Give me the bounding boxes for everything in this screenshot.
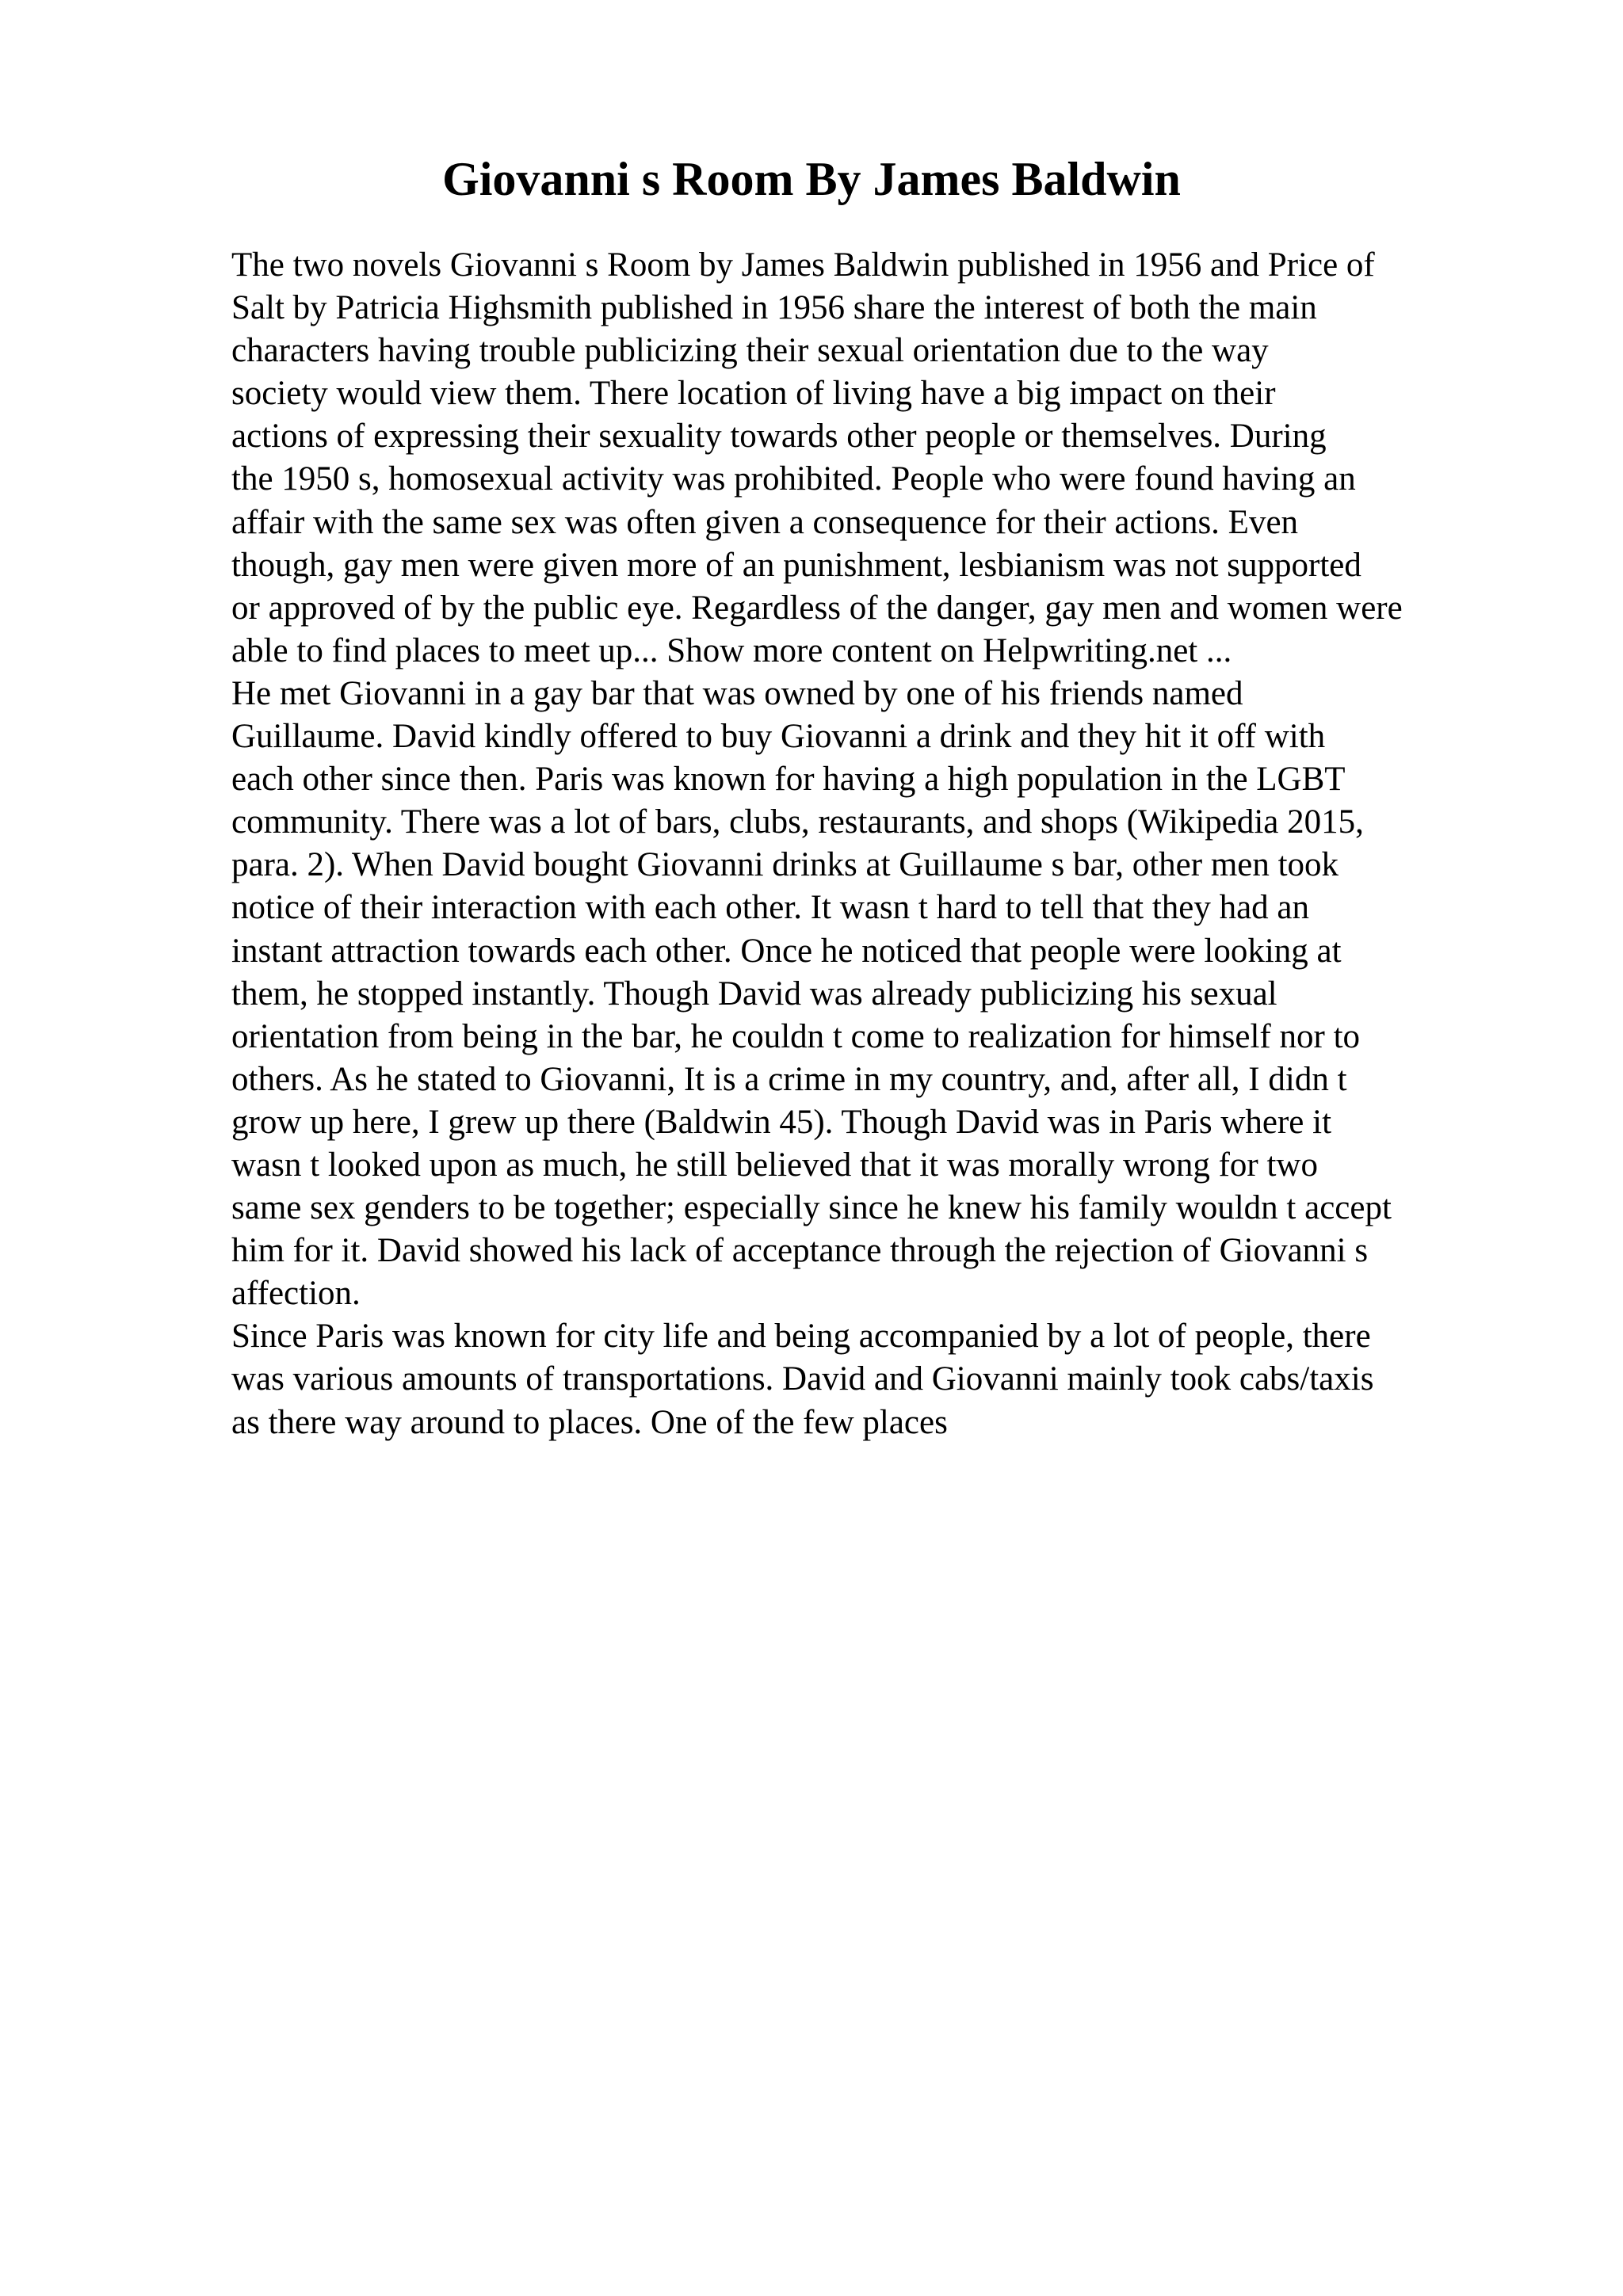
body-line: was various amounts of transportations. David and Giovanni mainly took cabs/taxis	[231, 1360, 1374, 1398]
body-line: society would view them. There location of living have a big impact on their	[231, 375, 1276, 413]
body-line: or approved of by the public eye. Regardless of the danger, gay men and women were	[231, 589, 1403, 627]
body-line: instant attraction towards each other. Once he noticed that people were looking at	[231, 932, 1342, 970]
body-line: characters having trouble publicizing their sexual orientation due to the way	[231, 332, 1269, 370]
document-body	[231, 244, 1515, 1444]
body-line: para. 2). When David bought Giovanni drinks at Guillaume s bar, other men took	[231, 846, 1339, 884]
body-line: actions of expressing their sexuality towards other people or themselves. During	[231, 418, 1327, 456]
body-line: him for it. David showed his lack of acceptance through the rejection of Giovanni s	[231, 1232, 1369, 1270]
body-line: Guillaume. David kindly offered to buy Giovanni a drink and they hit it off with	[231, 718, 1326, 756]
body-line: orientation from being in the bar, he couldn t come to realization for himself nor to	[231, 1017, 1361, 1055]
body-line: notice of their interaction with each other. It wasn t hard to tell that they had an	[231, 889, 1310, 927]
body-line: others. As he stated to Giovanni, It is a crime in my country, and, after all, I didn t	[231, 1060, 1347, 1098]
body-line: The two novels Giovanni s Room by James Baldwin published in 1956 and Price of	[231, 246, 1375, 284]
body-line: the 1950 s, homosexual activity was prohibited. People who were found having an	[231, 460, 1356, 498]
body-line: affection.	[231, 1275, 361, 1313]
body-line: Since Paris was known for city life and being accompanied by a lot of people, there	[231, 1318, 1371, 1356]
body-line: each other since then. Paris was known for having a high population in the LGBT	[231, 761, 1346, 799]
body-line: Salt by Patricia Highsmith published in 1956 share the interest of both the main	[231, 289, 1317, 327]
body-line: affair with the same sex was often given a consequence for their actions. Even	[231, 503, 1299, 541]
body-line: as there way around to places. One of the few places	[231, 1403, 948, 1441]
body-line: able to find places to meet up... Show more content on Helpwriting.net ...	[231, 631, 1232, 669]
body-line: community. There was a lot of bars, clubs, restaurants, and shops (Wikipedia 2015,	[231, 803, 1364, 841]
body-line: He met Giovanni in a gay bar that was owned by one of his friends named	[231, 674, 1243, 712]
body-line: wasn t looked upon as much, he still believed that it was morally wrong for two	[231, 1146, 1318, 1184]
document-title: Giovanni s Room By James Baldwin	[442, 153, 1181, 205]
body-line: though, gay men were given more of an punishment, lesbianism was not supported	[231, 546, 1361, 584]
body-line: same sex genders to be together; especially since he knew his family wouldn t accept	[231, 1189, 1392, 1227]
body-line: them, he stopped instantly. Though David was already publicizing his sexual	[231, 974, 1277, 1013]
body-line: grow up here, I grew up there (Baldwin 45). Though David was in Paris where it	[231, 1103, 1332, 1141]
